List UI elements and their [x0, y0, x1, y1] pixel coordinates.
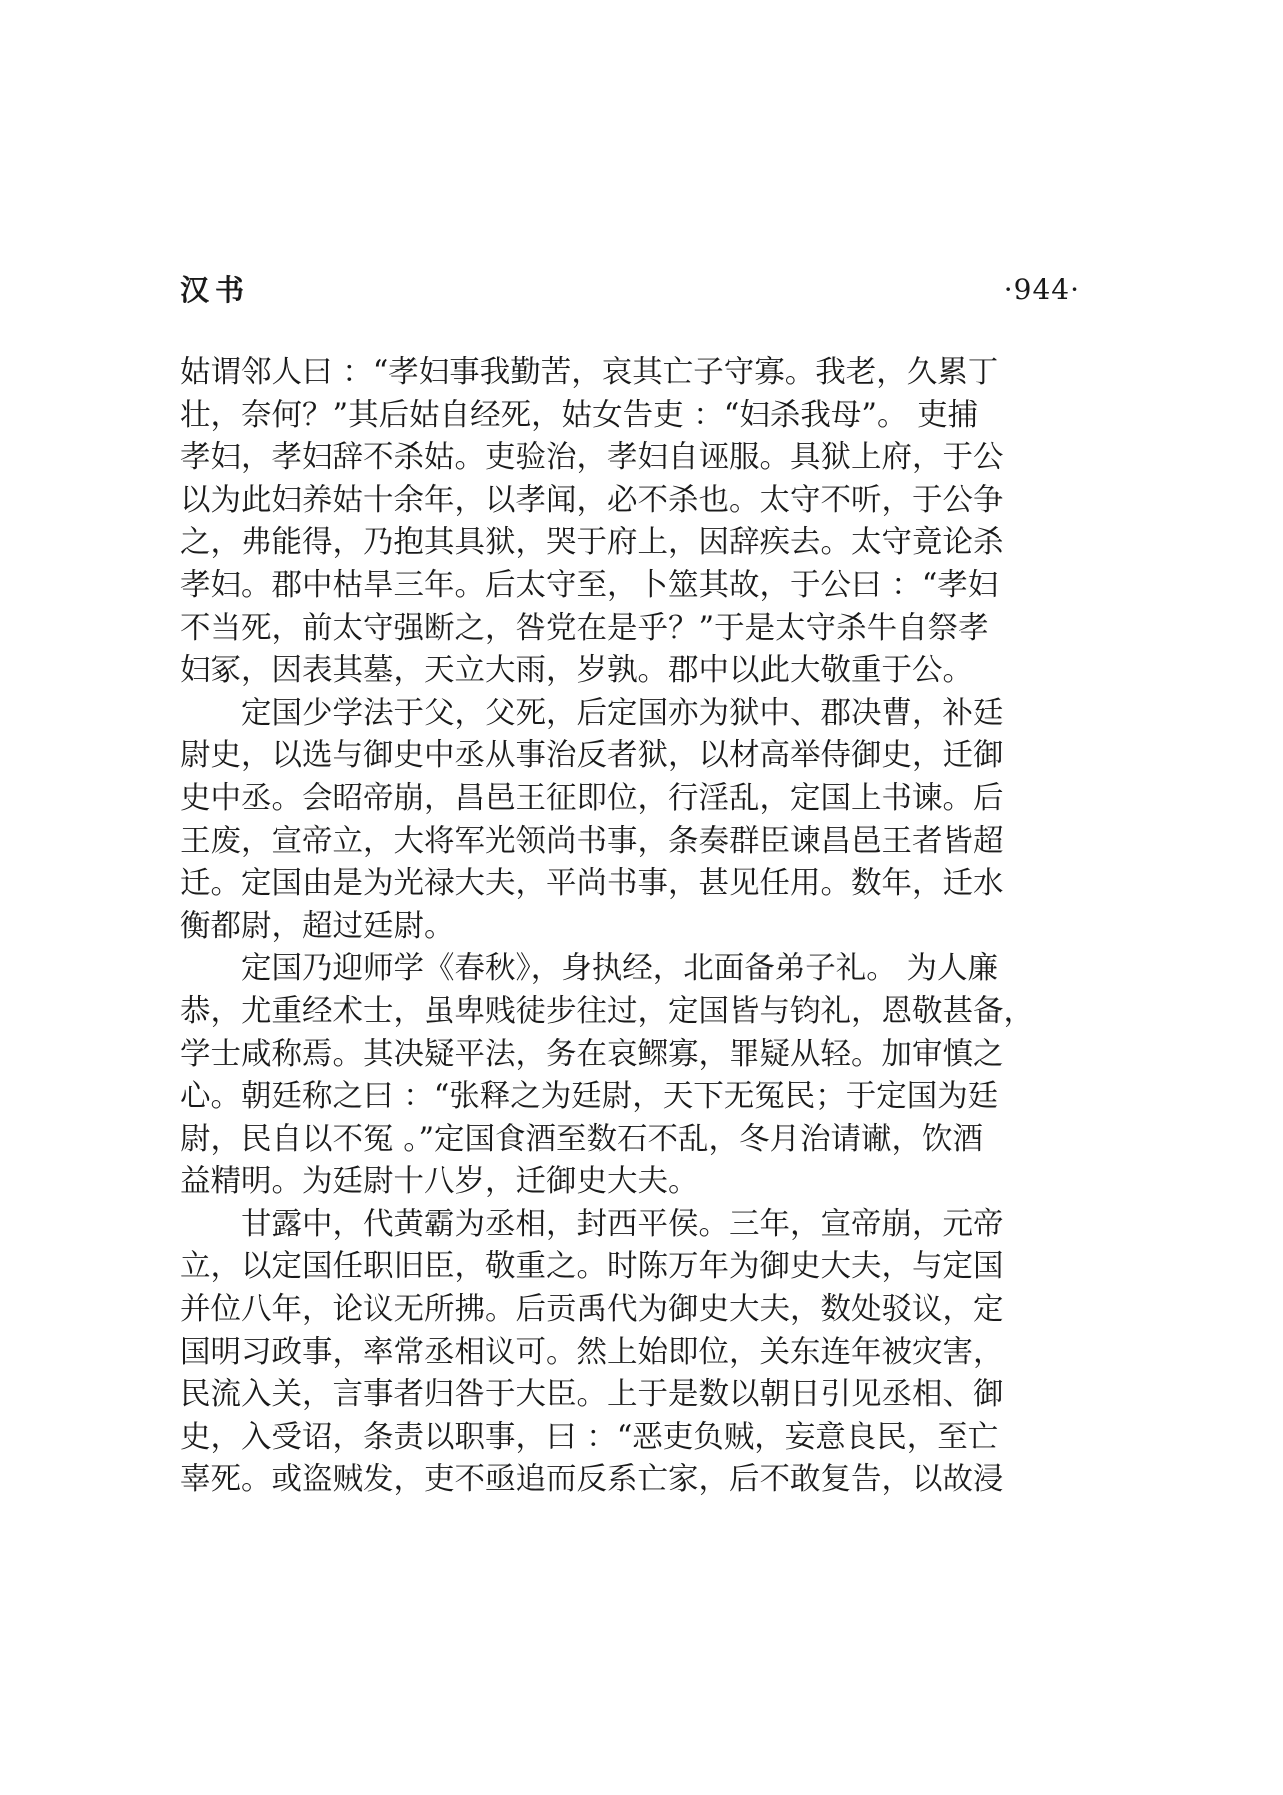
page-header: [180, 270, 1080, 310]
text-line: 迁。定国由是为光禄大夫，平尚书事，甚见任用。数年，迁水: [180, 866, 1004, 902]
text-line: 之，弗能得，乃抱其具狱，哭于府上，因辞疾去。太守竟论杀: [180, 525, 1004, 561]
text-line: 益精明。为廷尉十八岁，迁御史大夫。: [180, 1164, 699, 1200]
text-line: 民流入关，言事者归咎于大臣。上于是数以朝日引见丞相、御: [180, 1377, 1004, 1413]
text-line: 尉史，以选与御史中丞从事治反者狱，以材高举侍御史，迁御: [180, 738, 1004, 774]
text-line: 国明习政事，率常丞相议可。然上始即位，关东连年被灾害，: [180, 1334, 1004, 1370]
text-line: 孝妇，孝妇辞不杀姑。吏验治，孝妇自诬服。具狱上府，于公: [180, 440, 1004, 476]
text-line: 以为此妇养姑十余年，以孝闻，必不杀也。太守不听，于公争: [180, 482, 1004, 518]
body-text: [180, 352, 1080, 1502]
text-line: 壮，奈何？”其后姑自经死，姑女告吏 ：“妇杀我母”。 吏捕: [180, 397, 979, 433]
text-line: 王废，宣帝立，大将军光领尚书事，条奏群臣谏昌邑王者皆超: [180, 823, 1004, 859]
text-line: 史，入受诏，条责以职事，曰 ：“恶吏负贼，妄意良民，至亡: [180, 1419, 999, 1455]
text-line: 学士咸称焉。其决疑平法，务在哀鳏寡，罪疑从轻。加审慎之: [180, 1036, 1004, 1072]
text-line: 辜死。或盗贼发，吏不亟追而反系亡家，后不敢复告，以故浸: [180, 1462, 1004, 1498]
text-line: 尉，民自以不冤 。”定国食酒至数石不乱，冬月治请谳，饮酒: [180, 1121, 984, 1157]
text-line: 姑谓邻人曰 ：“孝妇事我勤苦，哀其亡子守寡。我老，久累丁: [180, 355, 999, 390]
text-line: 不当死，前太守强断之，咎党在是乎？”于是太守杀牛自祭孝: [180, 610, 989, 646]
text-line: 妇冢，因表其墓，天立大雨，岁孰。郡中以此大敬重于公。: [180, 653, 973, 689]
text-line: 心。朝廷称之曰 ：“张释之为廷尉，天下无冤民；于定国为廷: [180, 1079, 999, 1115]
text-line: 孝妇。郡中枯旱三年。后太守至，卜筮其故，于公曰 ：“孝妇: [180, 567, 999, 603]
text-line: 立，以定国任职旧臣，敬重之。时陈万年为御史大夫，与定国: [180, 1249, 1004, 1285]
text-line: 定国乃迎师学《春秋》，身执经，北面备弟子礼。 为人廉: [180, 951, 998, 987]
text-line: 定国少学法于父，父死，后定国亦为狱中、郡决曹，补廷: [180, 695, 1004, 731]
page-number: ·944·: [1003, 273, 1080, 306]
text-line: 史中丞。会昭帝崩，昌邑王征即位，行淫乱，定国上书谏。后: [180, 780, 1004, 816]
text-line: 并位八年，论议无所拂。后贡禹代为御史大夫，数处驳议，定: [180, 1292, 1004, 1328]
book-title: 汉书: [180, 273, 251, 307]
text-line: 衡都尉，超过廷尉。: [180, 908, 455, 944]
text-line: 甘露中，代黄霸为丞相，封西平侯。三年，宣帝崩，元帝: [180, 1206, 1004, 1242]
text-line: 恭，尤重经术士，虽卑贱徒步往过，定国皆与钧礼，恩敬甚备，: [180, 993, 1034, 1029]
